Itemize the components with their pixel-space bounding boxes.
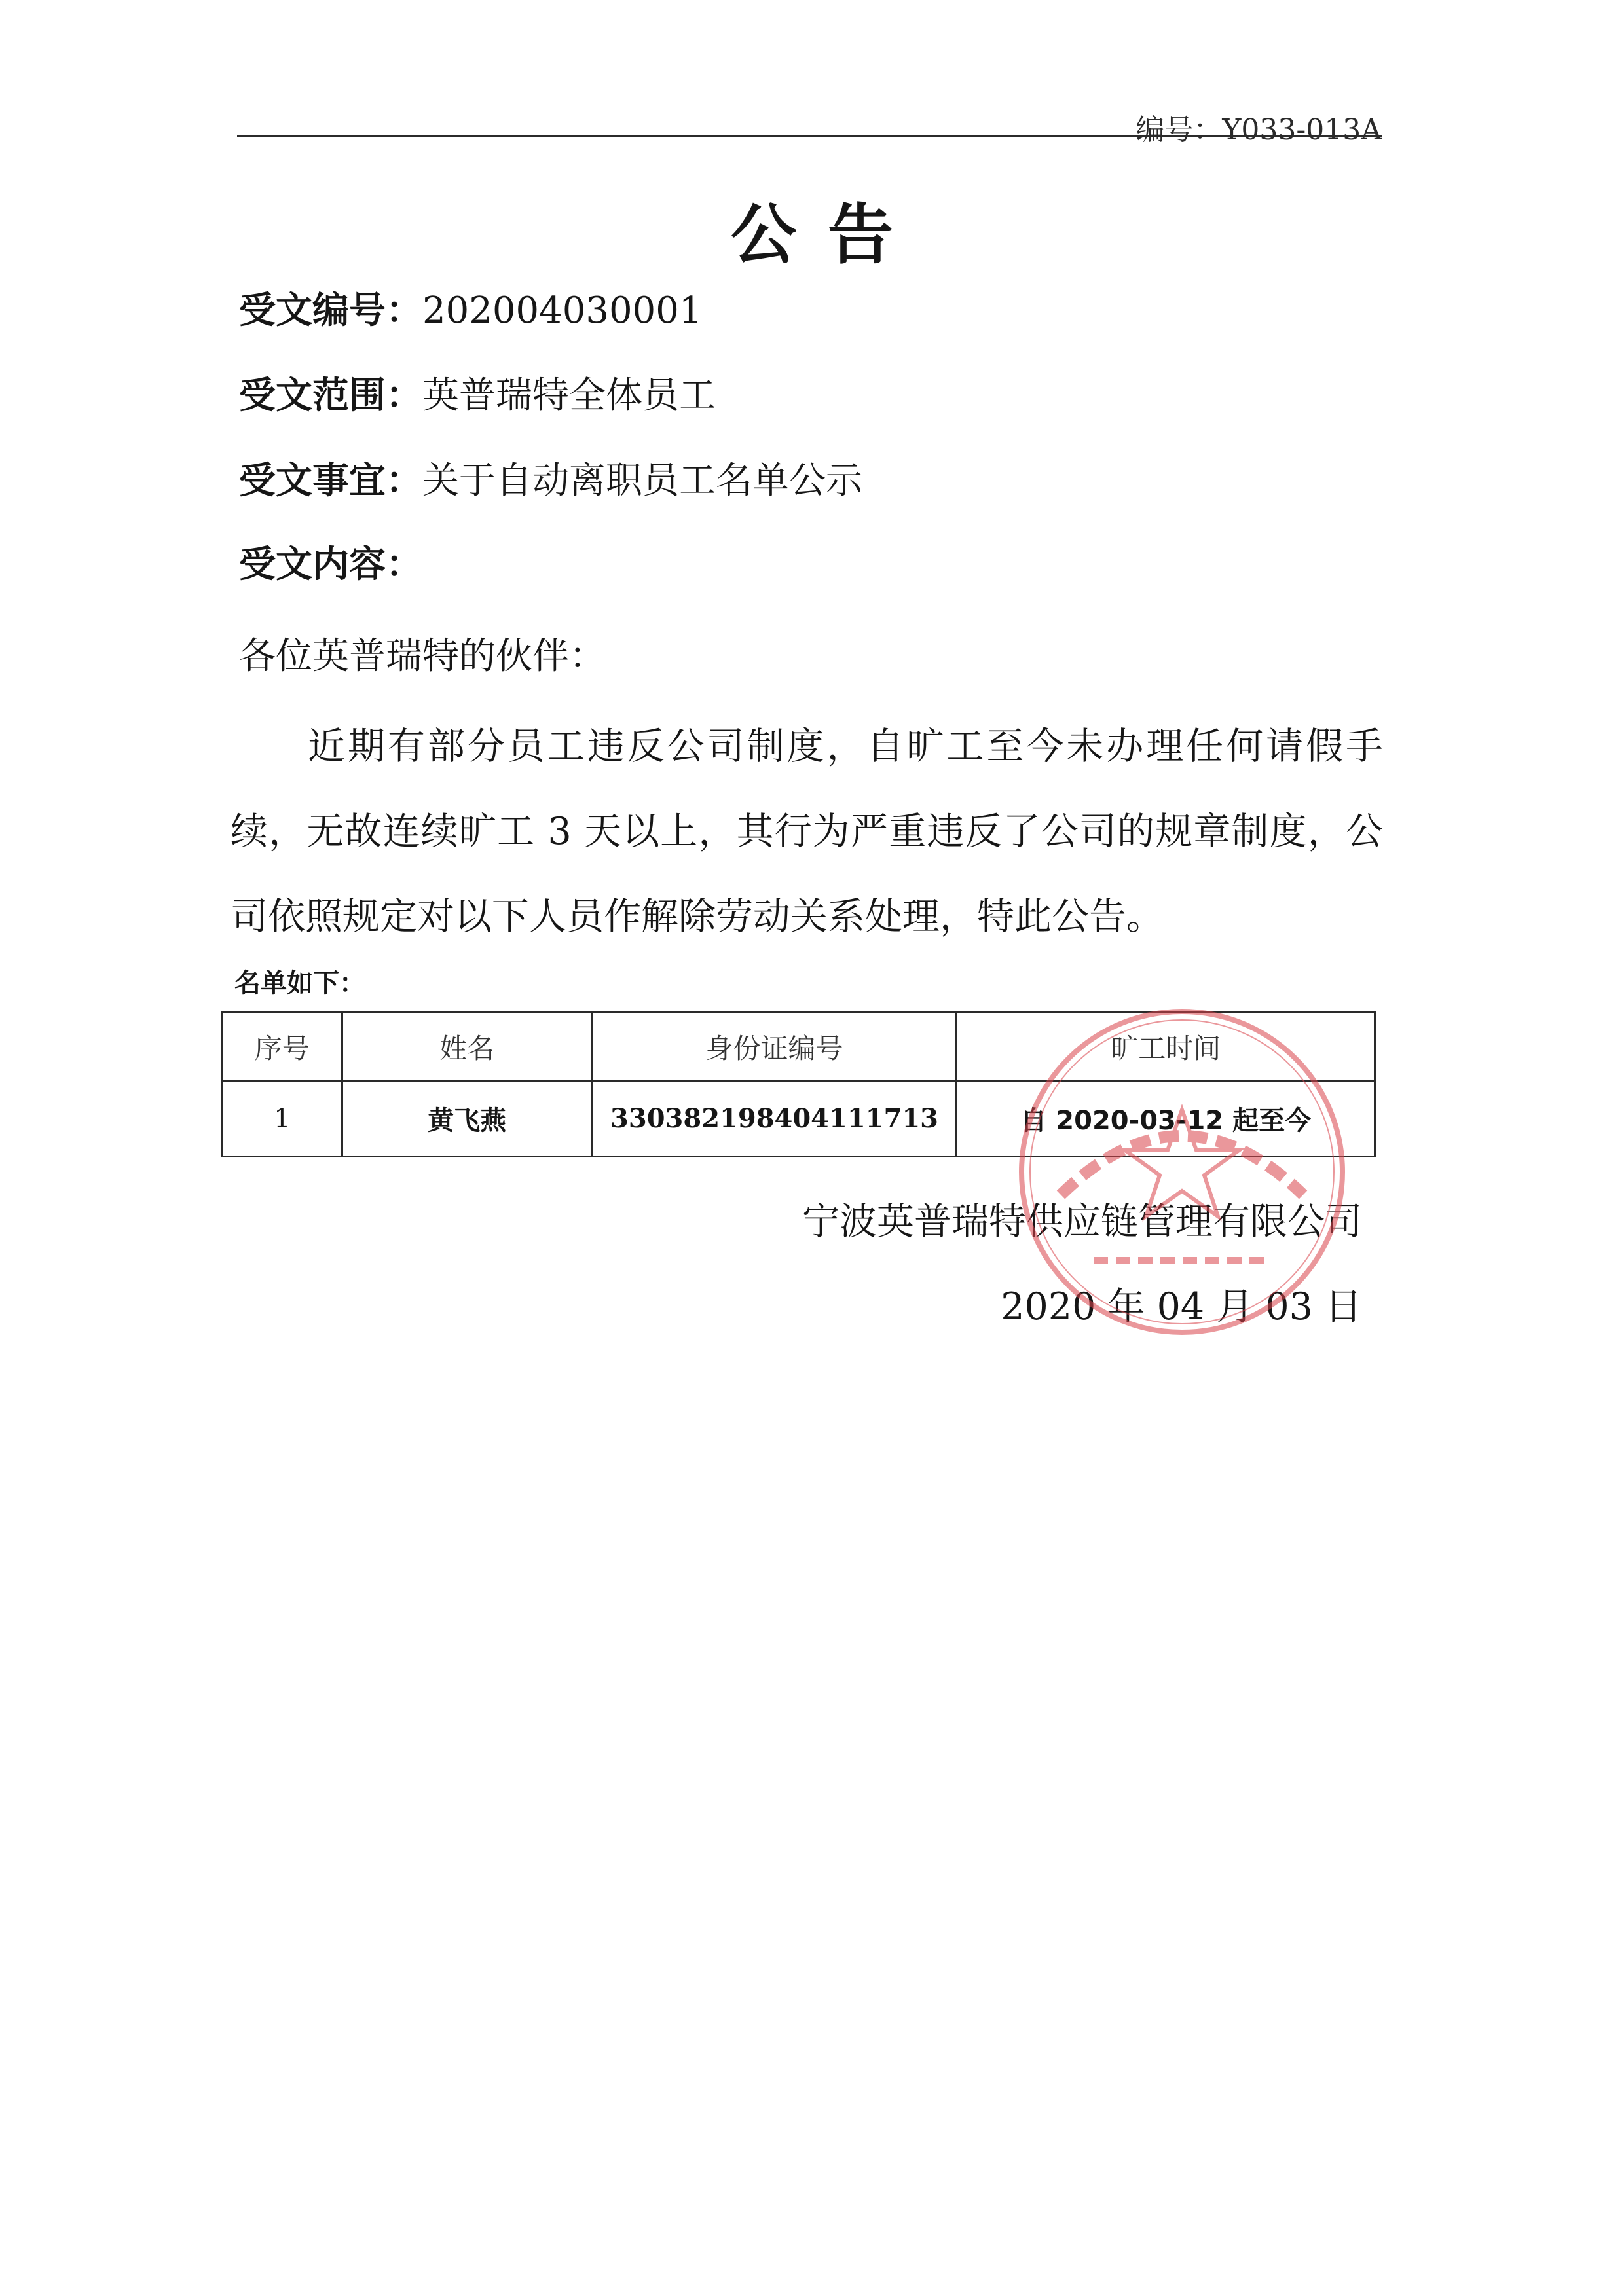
table-row bbox=[223, 1081, 1375, 1157]
cell-name: 黄飞燕 bbox=[342, 1081, 592, 1157]
header-cell-name: 姓名 bbox=[342, 1013, 592, 1081]
table-header-row bbox=[223, 1013, 1375, 1081]
employee-table bbox=[221, 1011, 1376, 1157]
greeting: 各位英普瑞特的伙伴： bbox=[239, 635, 606, 678]
field-value: 英普瑞特全体员工 bbox=[422, 374, 716, 417]
header-rule bbox=[237, 135, 1382, 137]
field-value: 关于自动离职员工名单公示 bbox=[422, 460, 862, 502]
field-subject bbox=[239, 452, 862, 504]
header-cell-absence: 旷工时间 bbox=[957, 1013, 1375, 1081]
page-title: 公告 bbox=[731, 196, 925, 273]
cell-seq: 1 bbox=[223, 1081, 342, 1157]
field-value: 202004030001 bbox=[422, 289, 703, 332]
field-label: 受文范围： bbox=[239, 374, 422, 417]
signature-company: 宁波英普瑞特供应链管理有限公司 bbox=[802, 1200, 1362, 1243]
signature-date: 2020 年 04 月 03 日 bbox=[1001, 1285, 1362, 1328]
body-paragraph: 近期有部分员工违反公司制度，自旷工至今未办理任何请假手续，无故连续旷工 3 天以上，其行为严重违反了公司的规章制度，公司依照规定对以下人员作解除劳动关系处理，特此公告。 bbox=[231, 725, 1383, 938]
cell-absence-period: 自 2020-03-12 起至今 bbox=[957, 1081, 1375, 1157]
field-content bbox=[239, 536, 422, 588]
header-cell-seq: 序号 bbox=[223, 1013, 342, 1081]
field-scope bbox=[239, 367, 716, 419]
list-heading: 名单如下： bbox=[234, 968, 365, 998]
field-label: 受文编号： bbox=[239, 289, 422, 332]
field-doc-id bbox=[239, 282, 703, 334]
field-label: 受文事宜： bbox=[239, 460, 422, 502]
header-cell-id: 身份证编号 bbox=[592, 1013, 957, 1081]
document-number: 编号：Y033-013A bbox=[1135, 113, 1382, 147]
cell-id-number: 330382198404111713 bbox=[592, 1081, 957, 1157]
field-label: 受文内容： bbox=[239, 543, 422, 586]
